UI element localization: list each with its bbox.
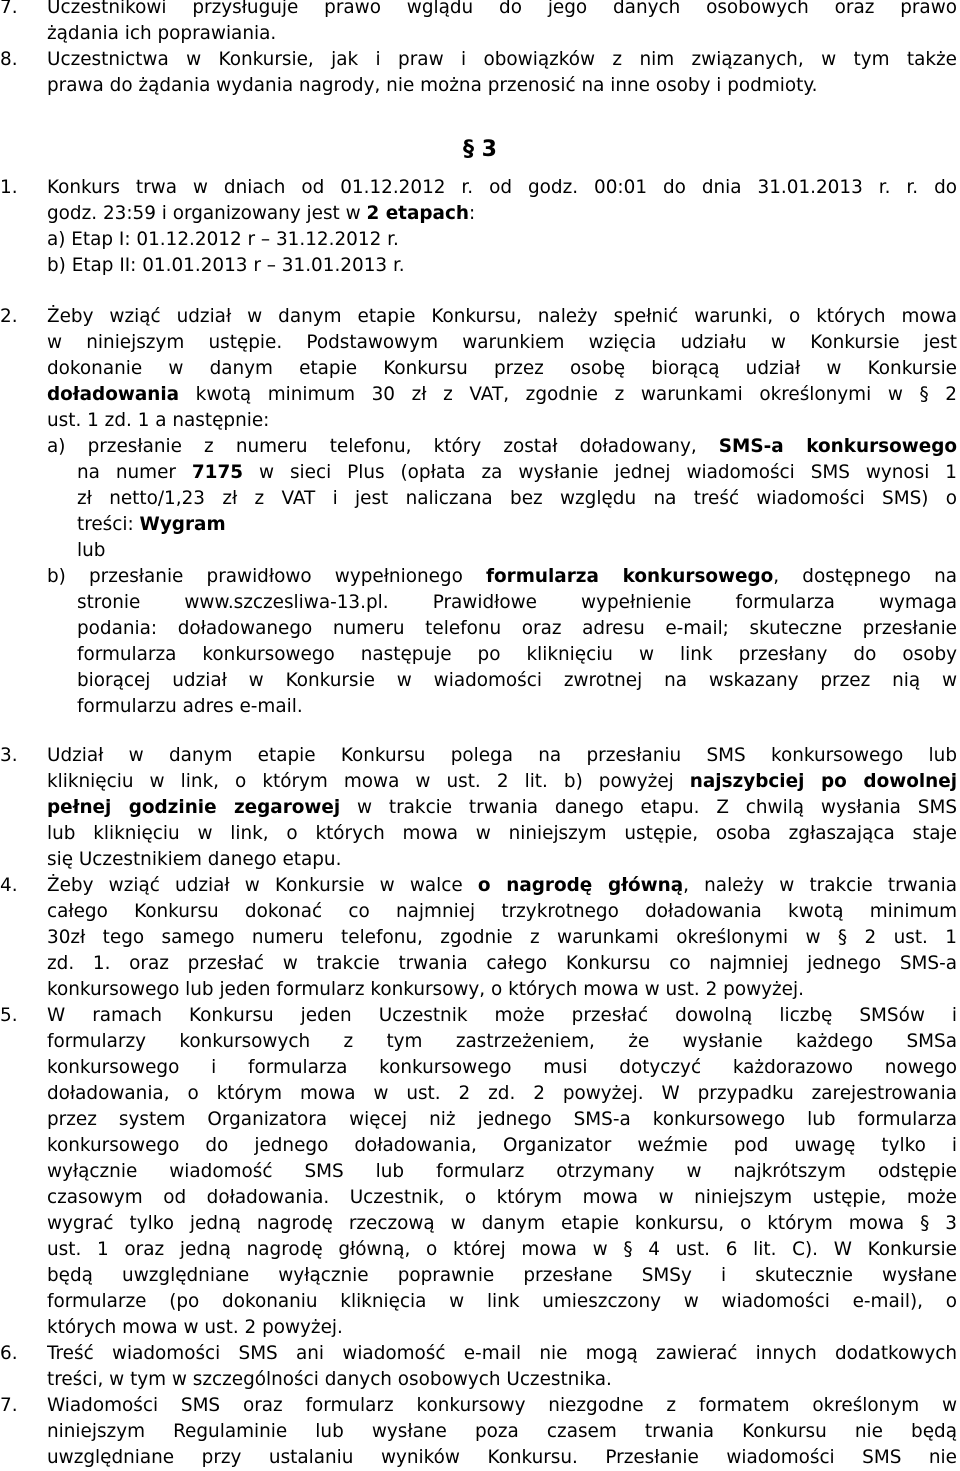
text-line: konkursowego i formularza konkursowego musi dotyczyć każdorazowo nowego xyxy=(47,1057,957,1078)
text-line: 30zł tego samego numeru telefonu, zgodnie z warunkami określonymi w § 2 ust. 1 xyxy=(47,927,957,948)
text-line: doładowania, o którym mowa w ust. 2 zd. 2 powyżej. W przypadku zarejestrowania xyxy=(47,1083,957,1104)
item-number: 4. xyxy=(0,875,18,896)
text-line: zd. 1. oraz przesłać w trakcie trwania całego Konkursu co najmniej jednego SMS-a xyxy=(47,953,957,974)
item-number: 7. xyxy=(0,0,18,18)
text-line: będą uwzględniane wyłącznie poprawnie przesłane SMSy i skutecznie wysłane xyxy=(47,1265,957,1286)
section-heading xyxy=(0,135,960,165)
text-line: doładowania kwotą minimum 30 zł z VAT, zgodnie z warunkami określonymi w § 2 xyxy=(47,384,957,405)
text-line: W ramach Konkursu jeden Uczestnik może przesłać dowolną liczbę SMSów i xyxy=(47,1005,957,1026)
section-symbol: § xyxy=(463,137,474,162)
text-line: formularzu adres e-mail. xyxy=(77,696,303,717)
text-line: uwzględniane przy ustalaniu wyników Konkursu. Przesłanie wiadomości SMS nie xyxy=(47,1447,957,1468)
text-line: lub xyxy=(77,540,106,561)
text-line: wyłącznie wiadomość SMS lub formularz otrzymany w najkrótszym odstępie xyxy=(47,1161,957,1182)
text-line: Żeby wziąć udział w danym etapie Konkursu, należy spełnić warunki, o których mowa xyxy=(47,306,957,327)
item-number: 5. xyxy=(0,1005,18,1026)
text-line: się Uczestnikiem danego etapu. xyxy=(47,849,342,870)
text-line: wygrać tylko jedną nagrodę rzeczową w danym etapie konkursu, o którym mowa § 3 xyxy=(47,1213,957,1234)
item-number: 7. xyxy=(0,1395,18,1416)
text-line: biorącej udział w Konkursie w wiadomości zwrotnej na wskazany przez nią w xyxy=(77,670,957,691)
text-line: treści: Wygram xyxy=(77,514,226,535)
text-line: konkursowego lub jeden formularz konkursowy, o których mowa w ust. 2 powyżej. xyxy=(47,979,804,1000)
text-line: treści, w tym w szczególności danych osobowych Uczestnika. xyxy=(47,1369,612,1390)
text-line: formularzy konkursowych z tym zastrzeżeniem, że wysłanie każdego SMSa xyxy=(47,1031,957,1052)
text-line: Udział w danym etapie Konkursu polega na przesłaniu SMS konkursowego lub xyxy=(47,745,957,766)
text-line: a) przesłanie z numeru telefonu, który został doładowany, SMS-a konkursowego xyxy=(47,436,957,457)
item-number: 1. xyxy=(0,177,18,198)
text-line: kliknięciu w link, o którym mowa w ust. 2 lit. b) powyżej najszybciej po dowolnej xyxy=(47,771,957,792)
text-line: stronie www.szczesliwa-13.pl. Prawidłowe wypełnienie formularza wymaga xyxy=(77,592,957,613)
text-line: Treść wiadomości SMS ani wiadomość e-mail nie mogą zawierać innych dodatkowych xyxy=(47,1343,957,1364)
item-number: 3. xyxy=(0,745,18,766)
text-line: Uczestnictwa w Konkursie, jak i praw i obowiązków z nim związanych, w tym także xyxy=(47,49,957,70)
text-line: konkursowego do jednego doładowania, Organizator weźmie pod uwagę tylko i xyxy=(47,1135,957,1156)
text-line: których mowa w ust. 2 powyżej. xyxy=(47,1317,343,1338)
text-line: pełnej godzinie zegarowej w trakcie trwania danego etapu. Z chwilą wysłania SMS xyxy=(47,797,957,818)
text-line: godz. 23:59 i organizowany jest w 2 etapach: xyxy=(47,203,476,224)
item-number: 8. xyxy=(0,49,18,70)
text-line: prawa do żądania wydania nagrody, nie można przenosić na inne osoby i podmioty. xyxy=(47,75,818,96)
text-line: formularze (po dokonaniu kliknięcia w link umieszczony w wiadomości e-mail), o xyxy=(47,1291,957,1312)
text-line: Żeby wziąć udział w Konkursie w walce o nagrodę główną, należy w trakcie trwania xyxy=(47,875,957,896)
text-line: przez system Organizatora więcej niż jednego SMS-a konkursowego lub formularza xyxy=(47,1109,957,1130)
text-line: żądania ich poprawiania. xyxy=(47,23,277,44)
text-line: podania: doładowanego numeru telefonu oraz adresu e-mail; skuteczne przesłanie xyxy=(77,618,957,639)
section-number: 3 xyxy=(481,137,497,162)
text-line: b) przesłanie prawidłowo wypełnionego formularza konkursowego, dostępnego na xyxy=(47,566,957,587)
text-line: Wiadomości SMS oraz formularz konkursowy niezgodne z formatem określonym w xyxy=(47,1395,957,1416)
item-number: 2. xyxy=(0,306,18,327)
text-line: lub kliknięciu w link, o których mowa w niniejszym ustępie, osoba zgłaszająca staje xyxy=(47,823,957,844)
text-line: Konkurs trwa w dniach od 01.12.2012 r. od godz. 00:01 do dnia 31.01.2013 r. r. do xyxy=(47,177,957,198)
text-line: formularza konkursowego następuje po kliknięciu w link przesłany do osoby xyxy=(77,644,957,665)
stage-item: a) Etap I: 01.12.2012 r – 31.12.2012 r. xyxy=(47,229,399,250)
text-line: dokonanie w danym etapie Konkursu przez osobę biorącą udział w Konkursie xyxy=(47,358,957,379)
text-line: Uczestnikowi przysługuje prawo wglądu do jego danych osobowych oraz prawo xyxy=(47,0,957,18)
text-line: czasowym od doładowania. Uczestnik, o którym mowa w niniejszym ustępie, może xyxy=(47,1187,957,1208)
text-line: na numer 7175 w sieci Plus (opłata za wysłanie jednej wiadomości SMS wynosi 1 xyxy=(77,462,957,483)
text-line: w niniejszym ustępie. Podstawowym warunkiem wzięcia udziału w Konkursie jest xyxy=(47,332,957,353)
stage-item: b) Etap II: 01.01.2013 r – 31.01.2013 r. xyxy=(47,255,405,276)
text-line: zł netto/1,23 zł z VAT i jest naliczana bez względu na treść wiadomości SMS) o xyxy=(77,488,957,509)
item-number: 6. xyxy=(0,1343,18,1364)
text-line: niniejszym Regulaminie lub wysłane poza czasem trwania Konkursu nie będą xyxy=(47,1421,957,1442)
text-line: ust. 1 zd. 1 a następnie: xyxy=(47,410,270,431)
text-line: ust. 1 oraz jedną nagrodę główną, o której mowa w § 4 ust. 6 lit. C). W Konkursie xyxy=(47,1239,957,1260)
text-line: całego Konkursu dokonać co najmniej trzykrotnego doładowania kwotą minimum xyxy=(47,901,957,922)
